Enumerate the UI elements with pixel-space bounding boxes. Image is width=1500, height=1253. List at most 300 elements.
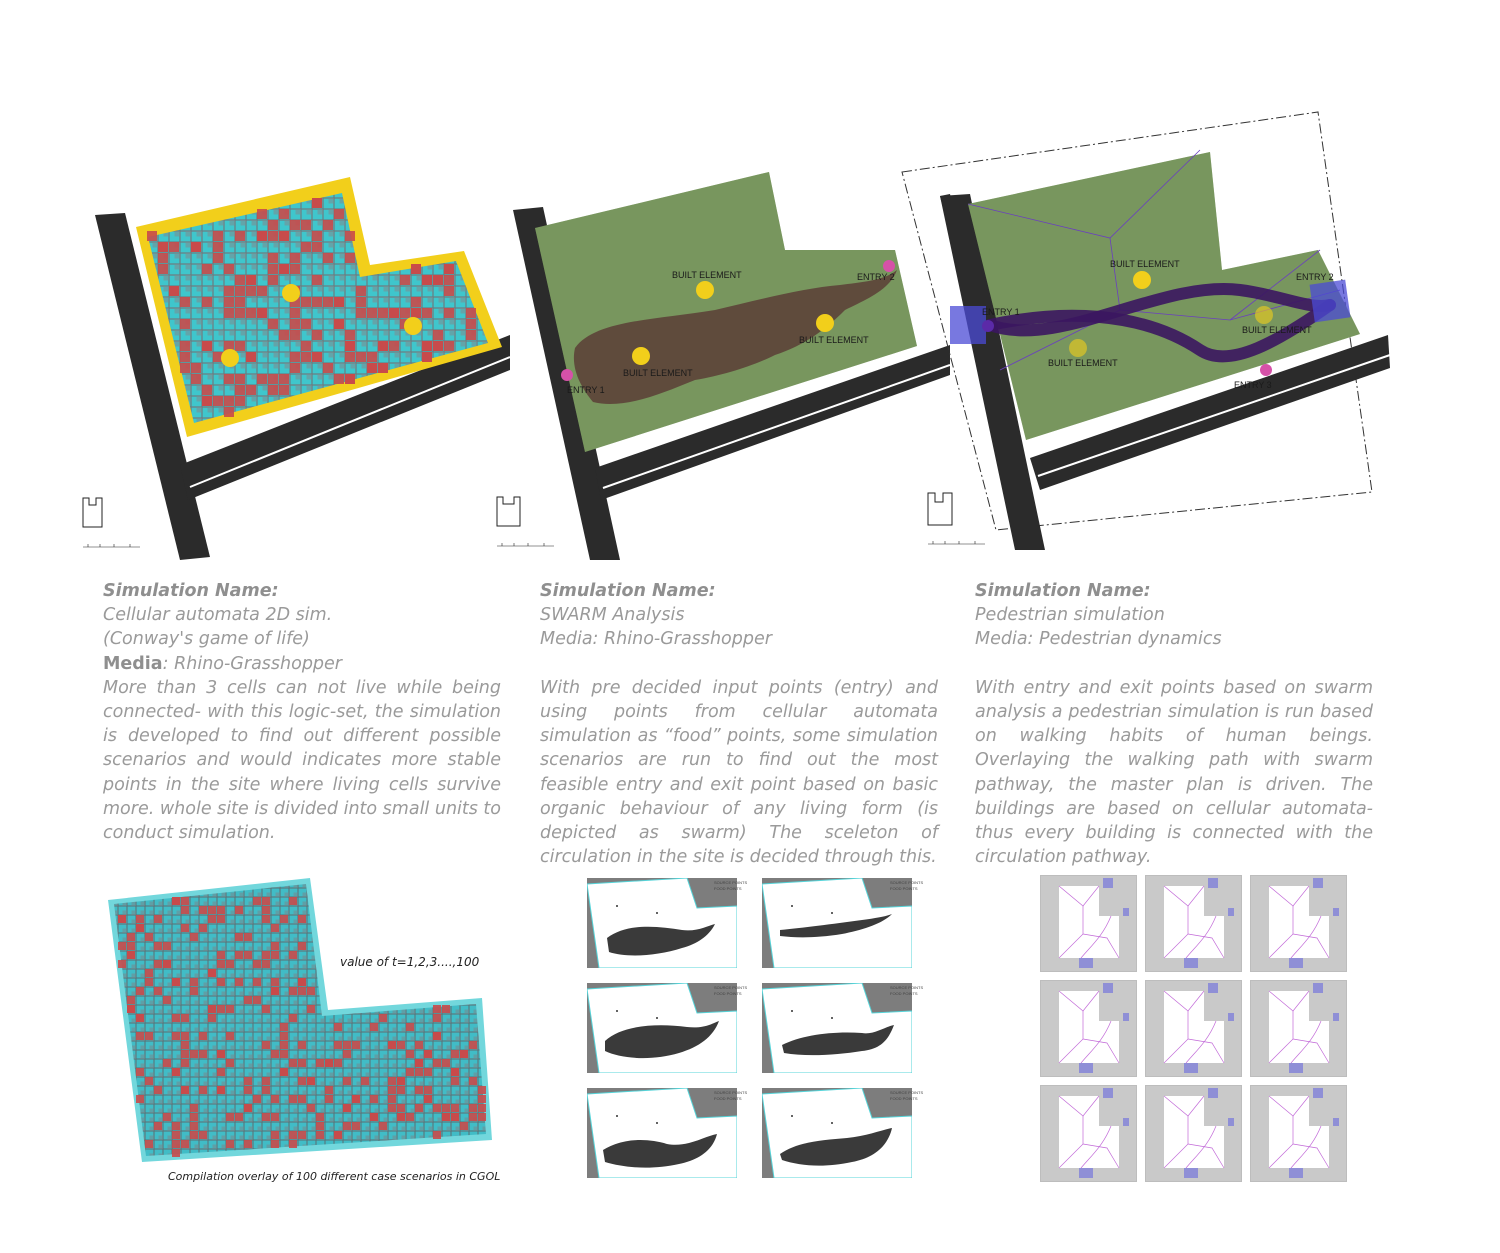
scenario-legend xyxy=(714,880,747,892)
living-cell xyxy=(213,242,223,252)
living-cell xyxy=(433,275,443,285)
living-cell xyxy=(208,915,216,923)
living-cell xyxy=(172,897,180,905)
living-cell xyxy=(180,319,190,329)
living-cell xyxy=(379,1014,387,1022)
built-element-label: BUILT ELEMENT xyxy=(623,368,693,378)
living-cell xyxy=(224,374,234,384)
living-cell xyxy=(280,1032,288,1040)
living-cell xyxy=(262,960,270,968)
living-cell xyxy=(154,960,162,968)
living-cell xyxy=(343,1077,351,1085)
living-cell xyxy=(316,1122,324,1130)
living-cell xyxy=(163,942,171,950)
living-cell xyxy=(217,906,225,914)
living-cell xyxy=(415,1086,423,1094)
living-cell xyxy=(280,915,288,923)
living-cell xyxy=(235,275,245,285)
living-cell xyxy=(367,363,377,373)
living-cell xyxy=(469,1041,477,1049)
living-cell xyxy=(271,1113,279,1121)
living-cell xyxy=(217,978,225,986)
living-cell xyxy=(469,1104,477,1112)
living-cell xyxy=(323,363,333,373)
living-cell xyxy=(433,1032,441,1040)
source-points-label: SOURCE POINTS xyxy=(890,880,924,885)
entry-label: ENTRY 3 xyxy=(1234,380,1272,390)
living-cell xyxy=(415,1059,423,1067)
living-cell xyxy=(451,1050,459,1058)
living-cell xyxy=(235,374,245,384)
living-cell xyxy=(202,385,212,395)
living-cell xyxy=(444,308,454,318)
living-cell xyxy=(279,374,289,384)
living-cell xyxy=(279,231,289,241)
source-points-label: SOURCE POINTS xyxy=(714,880,748,885)
built-element-point xyxy=(632,347,650,365)
living-cell xyxy=(298,978,306,986)
living-cell xyxy=(312,275,322,285)
living-cell xyxy=(253,960,261,968)
panel2-paragraph: With pre decided input points (entry) and using points from cellular automata simulation as “food” points, some simulation scenarios are run to find out the most feasible entry and exit point based on basic organic behaviour of any living form (is depicted as swarm) The sceleton of circulation in the site is decided through this. xyxy=(540,677,938,868)
living-cell xyxy=(298,987,306,995)
living-cell xyxy=(271,1095,279,1103)
living-cell xyxy=(190,1122,198,1130)
living-cell xyxy=(127,1005,135,1013)
living-cell xyxy=(136,924,144,932)
living-cell xyxy=(397,1041,405,1049)
living-cell xyxy=(244,1077,252,1085)
panel1-name: Cellular automata 2D sim. xyxy=(103,605,333,626)
living-cell xyxy=(271,987,279,995)
living-cell xyxy=(154,1122,162,1130)
living-cell xyxy=(411,297,421,307)
living-cell xyxy=(388,1041,396,1049)
living-cell xyxy=(172,1032,180,1040)
living-cell xyxy=(199,924,207,932)
living-cell xyxy=(190,1104,198,1112)
living-cell xyxy=(301,341,311,351)
living-cell xyxy=(280,1041,288,1049)
living-cell xyxy=(345,352,355,362)
living-cell xyxy=(244,996,252,1004)
living-cell xyxy=(213,231,223,241)
living-cell xyxy=(334,1041,342,1049)
living-cell xyxy=(235,385,245,395)
living-cell xyxy=(127,996,135,1004)
built-element-point xyxy=(1133,271,1151,289)
living-cell xyxy=(127,951,135,959)
living-cell xyxy=(316,1059,324,1067)
living-cell xyxy=(301,297,311,307)
living-cell xyxy=(246,352,256,362)
living-cell xyxy=(451,1113,459,1121)
pedestrian-scenario-tile xyxy=(1250,1085,1347,1182)
living-cell xyxy=(244,1140,252,1148)
pedestrian-scenario-tile xyxy=(1145,1085,1242,1182)
living-cell xyxy=(406,1050,414,1058)
living-cell xyxy=(136,1095,144,1103)
living-cell xyxy=(181,1050,189,1058)
living-cell xyxy=(244,1086,252,1094)
living-cell xyxy=(312,330,322,340)
living-cell xyxy=(202,396,212,406)
living-cell xyxy=(163,1113,171,1121)
living-cell xyxy=(217,1068,225,1076)
living-cell xyxy=(190,978,198,986)
living-cell xyxy=(190,1131,198,1139)
living-cell xyxy=(415,1041,423,1049)
living-cell xyxy=(433,341,443,351)
living-cell xyxy=(226,1059,234,1067)
living-cell xyxy=(172,978,180,986)
living-cell xyxy=(190,1113,198,1121)
living-cell xyxy=(169,242,179,252)
living-cell xyxy=(271,978,279,986)
living-cell xyxy=(422,341,432,351)
living-cell xyxy=(226,1113,234,1121)
living-cell xyxy=(352,1095,360,1103)
living-cell xyxy=(181,1032,189,1040)
living-cell xyxy=(163,996,171,1004)
panel2-name: SWARM Analysis xyxy=(540,605,685,626)
living-cell xyxy=(271,924,279,932)
living-cell xyxy=(235,297,245,307)
living-cell xyxy=(279,209,289,219)
living-cell xyxy=(208,1014,216,1022)
food-points-label: FOOD POINTS xyxy=(890,1096,918,1101)
living-cell xyxy=(422,352,432,362)
living-cell xyxy=(415,1104,423,1112)
living-cell xyxy=(444,264,454,274)
living-cell xyxy=(262,1113,270,1121)
living-cell xyxy=(235,286,245,296)
living-cell xyxy=(307,1104,315,1112)
food-points-label: FOOD POINTS xyxy=(890,886,918,891)
living-cell xyxy=(478,1104,486,1112)
living-cell xyxy=(343,1104,351,1112)
pedestrian-scenario-tile xyxy=(1040,1085,1137,1182)
pedestrian-scenario-tile xyxy=(1040,980,1137,1077)
living-cell xyxy=(202,341,212,351)
living-cell xyxy=(312,242,322,252)
living-cell xyxy=(325,1086,333,1094)
living-cell xyxy=(289,951,297,959)
living-cell xyxy=(280,1023,288,1031)
living-cell xyxy=(367,308,377,318)
living-cell xyxy=(345,253,355,263)
living-cell xyxy=(172,1131,180,1139)
living-cell xyxy=(422,308,432,318)
living-cell xyxy=(301,352,311,362)
living-cell xyxy=(145,1140,153,1148)
living-cell xyxy=(312,231,322,241)
living-cell xyxy=(312,352,322,362)
living-cell xyxy=(325,1059,333,1067)
living-cell xyxy=(145,969,153,977)
food-points-label: FOOD POINTS xyxy=(714,991,742,996)
living-cell xyxy=(262,1005,270,1013)
living-cell xyxy=(257,286,267,296)
living-cell xyxy=(298,1077,306,1085)
living-cell xyxy=(378,341,388,351)
living-cell xyxy=(180,341,190,351)
living-cell xyxy=(444,275,454,285)
living-cell xyxy=(345,341,355,351)
key-plan-icon xyxy=(925,490,995,550)
living-cell xyxy=(262,906,270,914)
living-cell xyxy=(352,1122,360,1130)
living-cell xyxy=(262,1086,270,1094)
living-cell xyxy=(307,1005,315,1013)
living-cell xyxy=(424,1050,432,1058)
living-cell xyxy=(213,253,223,263)
living-cell xyxy=(433,1131,441,1139)
living-cell xyxy=(343,1041,351,1049)
entry-zone xyxy=(1310,280,1351,323)
entry-point xyxy=(1260,364,1272,376)
living-cell xyxy=(190,1050,198,1058)
living-cell xyxy=(289,1095,297,1103)
living-cell xyxy=(312,297,322,307)
stable-point xyxy=(404,317,422,335)
living-cell xyxy=(345,330,355,340)
living-cell xyxy=(370,1113,378,1121)
living-cell xyxy=(262,1041,270,1049)
living-cell xyxy=(367,352,377,362)
living-cell xyxy=(253,978,261,986)
living-cell xyxy=(444,286,454,296)
living-cell xyxy=(451,1104,459,1112)
living-cell xyxy=(246,385,256,395)
living-cell xyxy=(379,1122,387,1130)
living-cell xyxy=(466,330,476,340)
entry-label: ENTRY 1 xyxy=(567,385,605,395)
living-cell xyxy=(345,231,355,241)
entry-point xyxy=(883,260,895,272)
living-cell xyxy=(433,1005,441,1013)
living-cell xyxy=(323,220,333,230)
pedestrian-scenario-tile xyxy=(1250,875,1347,972)
living-cell xyxy=(323,297,333,307)
panel3-paragraph: With entry and exit points based on swarm analysis a pedestrian simulation is run based on walking habits of human beings. Overlaying the walking path with swarm pathway, the master plan is driven. The buildings are based on cellular automata-thus every building is connected with the circulation pathway. xyxy=(975,677,1373,868)
living-cell xyxy=(190,933,198,941)
living-cell xyxy=(397,1113,405,1121)
living-cell xyxy=(290,319,300,329)
living-cell xyxy=(127,942,135,950)
living-cell xyxy=(136,1032,144,1040)
living-cell xyxy=(268,253,278,263)
living-cell xyxy=(279,385,289,395)
living-cell xyxy=(191,363,201,373)
living-cell xyxy=(478,1113,486,1121)
living-cell xyxy=(323,253,333,263)
living-cell xyxy=(290,352,300,362)
living-cell xyxy=(217,1050,225,1058)
living-cell xyxy=(118,915,126,923)
living-cell xyxy=(262,915,270,923)
living-cell xyxy=(271,1131,279,1139)
living-cell xyxy=(158,253,168,263)
living-cell xyxy=(224,286,234,296)
living-cell xyxy=(334,297,344,307)
living-cell xyxy=(246,275,256,285)
living-cell xyxy=(172,1122,180,1130)
living-cell xyxy=(226,1140,234,1148)
living-cell xyxy=(433,330,443,340)
living-cell xyxy=(202,297,212,307)
living-cell xyxy=(154,942,162,950)
living-cell xyxy=(163,1059,171,1067)
living-cell xyxy=(345,374,355,384)
living-cell xyxy=(154,1086,162,1094)
living-cell xyxy=(334,319,344,329)
living-cell xyxy=(356,297,366,307)
scenario-legend xyxy=(890,985,923,997)
entry-zone xyxy=(950,306,986,344)
living-cell xyxy=(235,1113,243,1121)
living-cell xyxy=(180,352,190,362)
living-cell xyxy=(352,1041,360,1049)
living-cell xyxy=(217,951,225,959)
swarm-analysis-site-map xyxy=(505,170,950,560)
living-cell xyxy=(378,363,388,373)
built-element-label: BUILT ELEMENT xyxy=(1242,325,1312,335)
living-cell xyxy=(180,363,190,373)
living-cell xyxy=(460,1122,468,1130)
living-cell xyxy=(290,308,300,318)
living-cell xyxy=(334,1059,342,1067)
living-cell xyxy=(460,1050,468,1058)
living-cell xyxy=(279,330,289,340)
living-cell xyxy=(246,286,256,296)
living-cell xyxy=(433,1104,441,1112)
entry-label: ENTRY 2 xyxy=(857,272,895,282)
scenario-legend xyxy=(714,1090,747,1102)
overlay-caption: Compilation overlay of 100 different case scenarios in CGOL xyxy=(168,1170,501,1183)
living-cell xyxy=(451,1077,459,1085)
living-cell xyxy=(169,286,179,296)
living-cell xyxy=(181,1086,189,1094)
pedestrian-scenario-tile xyxy=(1040,875,1137,972)
living-cell xyxy=(246,308,256,318)
living-cell xyxy=(145,1032,153,1040)
source-points-label: SOURCE POINTS xyxy=(714,985,748,990)
living-cell xyxy=(226,1005,234,1013)
pedestrian-scenario-tile xyxy=(1145,980,1242,1077)
living-cell xyxy=(235,396,245,406)
living-cell xyxy=(316,1113,324,1121)
living-cell xyxy=(145,933,153,941)
living-cell xyxy=(433,1014,441,1022)
living-cell xyxy=(316,1131,324,1139)
living-cell xyxy=(199,1131,207,1139)
living-cell xyxy=(301,242,311,252)
living-cell xyxy=(181,924,189,932)
living-cell xyxy=(361,1077,369,1085)
living-cell xyxy=(442,1113,450,1121)
living-cell xyxy=(147,231,157,241)
living-cell xyxy=(271,1140,279,1148)
living-cell xyxy=(268,220,278,230)
living-cell xyxy=(190,987,198,995)
living-cell xyxy=(298,1131,306,1139)
t-value-annotation: value of t=1,2,3....,100 xyxy=(340,955,480,969)
living-cell xyxy=(334,1131,342,1139)
living-cell xyxy=(469,1077,477,1085)
living-cell xyxy=(181,1140,189,1148)
living-cell xyxy=(181,1014,189,1022)
living-cell xyxy=(325,1095,333,1103)
living-cell xyxy=(253,897,261,905)
living-cell xyxy=(406,1023,414,1031)
living-cell xyxy=(280,1068,288,1076)
living-cell xyxy=(400,308,410,318)
living-cell xyxy=(262,1077,270,1085)
living-cell xyxy=(356,352,366,362)
living-cell xyxy=(280,1050,288,1058)
built-element-point xyxy=(816,314,834,332)
built-element-point xyxy=(1255,306,1273,324)
living-cell xyxy=(289,1014,297,1022)
living-cell xyxy=(172,1149,180,1157)
living-cell xyxy=(415,1068,423,1076)
panel1-media-label: Media xyxy=(103,653,163,674)
living-cell xyxy=(271,951,279,959)
entry-label: ENTRY 2 xyxy=(1296,272,1334,282)
living-cell xyxy=(411,308,421,318)
living-cell xyxy=(235,978,243,986)
panel3-title: Simulation Name: xyxy=(975,581,1151,601)
living-cell xyxy=(136,987,144,995)
panel1-subname: (Conway's game of life) xyxy=(103,629,310,650)
living-cell xyxy=(400,275,410,285)
living-cell xyxy=(444,341,454,351)
living-cell xyxy=(290,264,300,274)
living-cell xyxy=(217,960,225,968)
living-cell xyxy=(235,906,243,914)
living-cell xyxy=(442,1104,450,1112)
living-cell xyxy=(199,1032,207,1040)
food-points-label: FOOD POINTS xyxy=(890,991,918,996)
cgol-overlay-compilation xyxy=(100,870,500,1170)
living-cell xyxy=(118,960,126,968)
source-points-label: SOURCE POINTS xyxy=(714,1090,748,1095)
living-cell xyxy=(451,1068,459,1076)
living-cell xyxy=(301,220,311,230)
living-cell xyxy=(208,1005,216,1013)
entry-label: ENTRY 1 xyxy=(982,307,1020,317)
living-cell xyxy=(301,319,311,329)
living-cell xyxy=(208,969,216,977)
living-cell xyxy=(289,987,297,995)
living-cell xyxy=(442,1059,450,1067)
built-element-point xyxy=(696,281,714,299)
living-cell xyxy=(388,1095,396,1103)
scenario-legend xyxy=(714,985,747,997)
pedestrian-scenario-tile xyxy=(1145,875,1242,972)
living-cell xyxy=(334,1023,342,1031)
living-cell xyxy=(312,198,322,208)
living-cell xyxy=(224,264,234,274)
living-cell xyxy=(180,297,190,307)
living-cell xyxy=(199,906,207,914)
scenario-legend xyxy=(890,880,923,892)
source-points-label: SOURCE POINTS xyxy=(890,1090,924,1095)
living-cell xyxy=(268,264,278,274)
living-cell xyxy=(290,253,300,263)
living-cell xyxy=(397,1104,405,1112)
